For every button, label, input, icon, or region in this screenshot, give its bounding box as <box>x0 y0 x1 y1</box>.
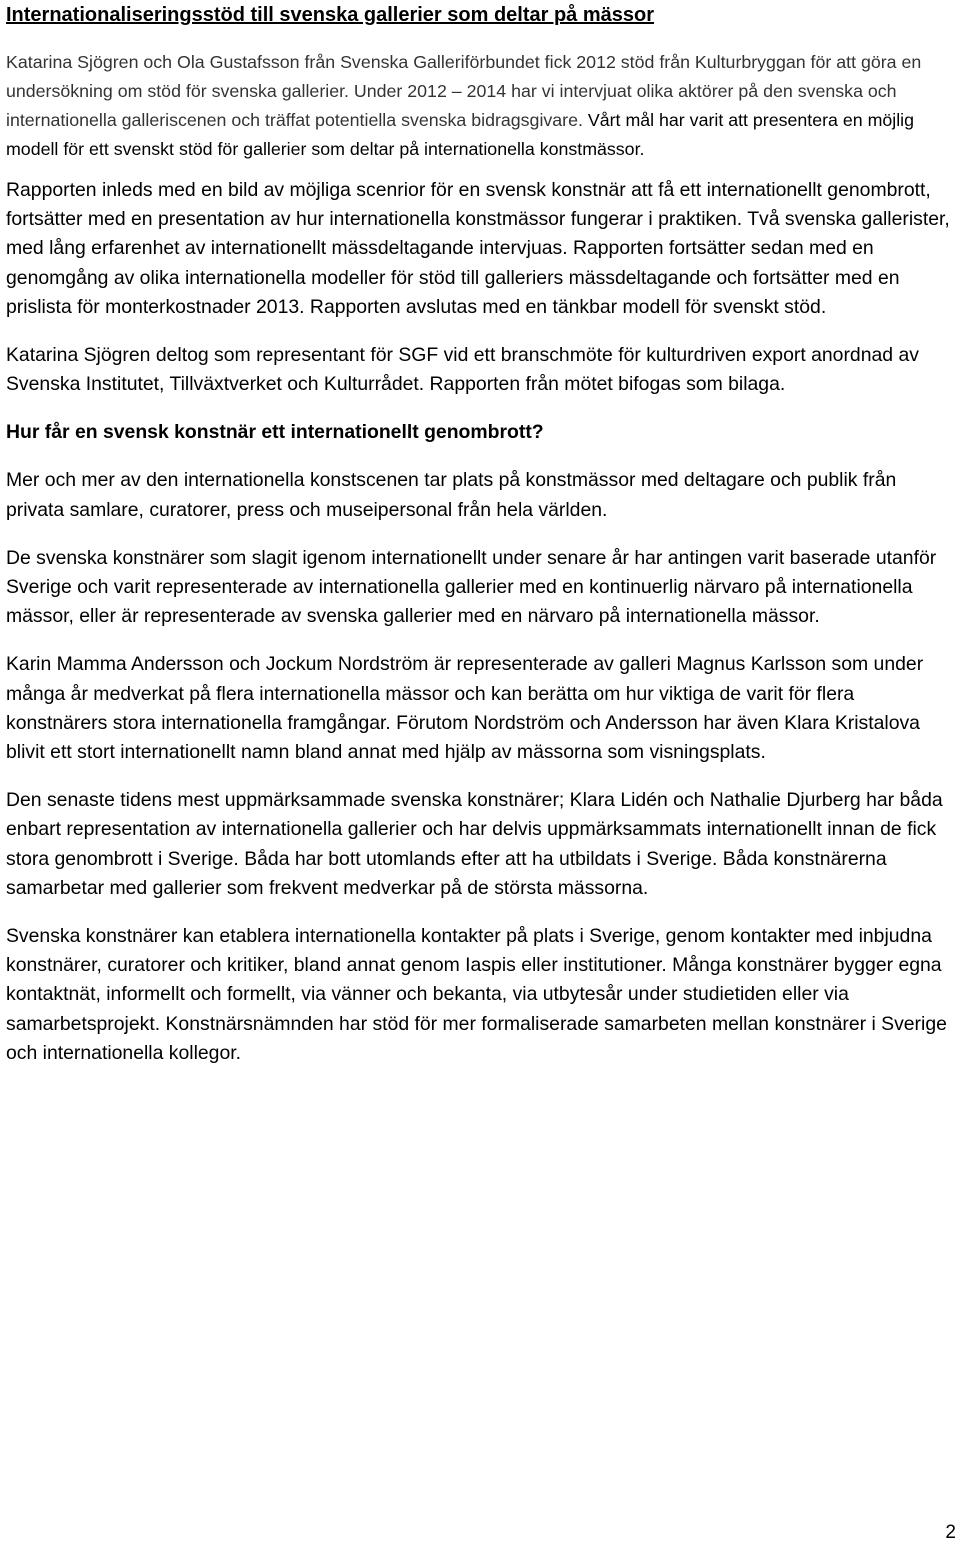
section-paragraph-1: Mer och mer av den internationella konstscenen tar plats på konstmässor med deltagare och publik från privata samlare, curatorer, press och museipersonal från hela världen. <box>6 469 897 521</box>
section-paragraph-3: Karin Mamma Andersson och Jockum Nordström är representerade av galleri Magnus Karlsson som under många år medverkat på flera internationella mässor och kan berätta om hur viktiga de varit för flera konstnärers stora internationella framgångar. Förutom Nordström och Andersson har även Klara Kristalova blivit ett stort internationellt namn bland annat med hjälp av mässorna som visningsplats. <box>6 653 924 764</box>
meeting-paragraph: Katarina Sjögren deltog som representant för SGF vid ett branschmöte för kulturdriven export anordnad av Svenska Institutet, Tillväxtverket och Kulturrådet. Rapporten från mötet bifogas som bilaga. <box>6 344 919 396</box>
document-page <box>6 0 958 1068</box>
section-heading: Hur får en svensk konstnär ett internationellt genombrott? <box>6 421 544 444</box>
intro-text: Katarina Sjögren och Ola Gustafsson från Svenska Galleriförbundet fick 2012 stöd från Kulturbryggan för att göra en undersökning om stöd för svenska gallerier. Under 2012 – 2014 har vi intervjuat olika aktörer på den svenska och internationella galleriscenen och träffat potentiella svenska bidragsgivare. <box>6 52 922 130</box>
page-number: 2 <box>945 1522 956 1543</box>
document-title: Internationaliseringsstöd till svenska gallerier som deltar på mässor <box>6 4 655 26</box>
section-paragraph-2: De svenska konstnärer som slagit igenom internationellt under senare år har antingen varit baserade utanför Sverige och varit representerade av internationella gallerier med en kontinuerlig närvaro på internationella mässor, eller är representerade av svenska gallerier med en närvaro på internationella mässor. <box>6 546 937 628</box>
intro-paragraph <box>6 48 958 164</box>
report-summary-paragraph: Rapporten inleds med en bild av möjliga scenrior för en svensk konstnär att få ett internationellt genombrott, fortsätter med en presentation av hur internationella konstmässor fungerar i praktiken. Två svenska gallerister, med lång erfarenhet av internationellt mässdeltagande intervjuas. Rapporten fortsätter sedan med en genomgång av olika internationella modeller för stöd till galleriers mässdeltagande och fortsätter med en prislista för monterkostnader 2013. Rapporten avslutas med en tänkbar modell för svenskt stöd. <box>6 179 950 318</box>
section-paragraph-5: Svenska konstnärer kan etablera internationella kontakter på plats i Sverige, genom kontakter med inbjudna konstnärer, curatorer och kritiker, bland annat genom Iaspis eller institutioner. Många konstnärer bygger egna kontaktnät, informellt och formellt, via vänner och bekanta, via utbytesår under studietiden eller via samarbetsprojekt. Konstnärsnämnden har stöd för mer formaliserade samarbeten mellan konstnärer i Sverige och internationella kollegor. <box>6 925 947 1064</box>
section-paragraph-4: Den senaste tidens mest uppmärksammade svenska konstnärer; Klara Lidén och Nathalie Djurberg har båda enbart representation av internationella gallerier och har delvis uppmärksammats internationellt innan de fick stora genombrott i Sverige. Båda har bott utomlands efter att ha utbildats i Sverige. Båda konstnärerna samarbetar med gallerier som frekvent medverkar på de största mässorna. <box>6 789 943 899</box>
intro-goal-text: Vårt mål har varit att presentera en möjlig modell för ett svenskt stöd för gallerier som deltar på internationella konstmässor. <box>6 110 915 159</box>
